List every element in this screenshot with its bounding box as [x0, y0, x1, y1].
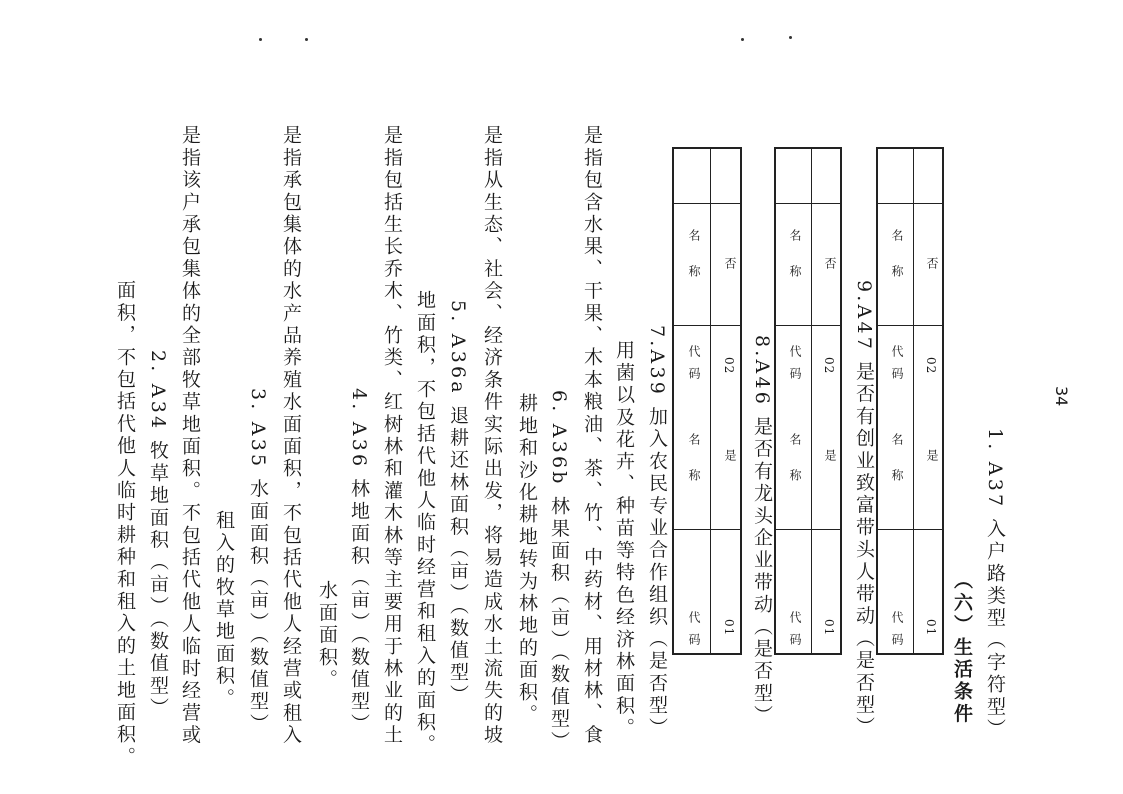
text-line: 租入的牧草地面积。	[213, 510, 235, 710]
code-table-a39	[672, 147, 742, 655]
text-line: 2. A34 牧草地面积（亩）（数值型）	[147, 350, 169, 720]
text-line: 耕地和沙化耕地转为林地的面积。	[516, 393, 538, 726]
scan-speck	[789, 36, 792, 39]
text-line: 3. A35 水面面积（亩）（数值型）	[247, 388, 269, 736]
text-line: 是指包括生长乔木、竹类、红树林和灌木林等主要用于林业的土	[381, 125, 403, 747]
section-heading: （六）生活条件	[951, 570, 973, 726]
table-header: 名 称	[788, 229, 802, 287]
code-table-a46	[774, 147, 842, 655]
table-cell: 否	[925, 257, 939, 279]
text-line: 是指包含水果、干果、木本粮油、茶、竹、中药材、用材林、食	[581, 125, 603, 747]
text-line: 4. A36 林地面积（亩）（数值型）	[348, 388, 370, 736]
table-cell: 01	[722, 619, 736, 637]
table-cell: 否	[823, 257, 837, 279]
table-cell: 是	[723, 449, 737, 471]
text-line: 面积，不包括代他人临时耕种和租入的土地面积。	[114, 280, 136, 769]
table-header: 代码	[890, 345, 904, 389]
table-cell: 否	[723, 257, 737, 279]
table-header: 名 称	[890, 229, 904, 287]
table-header: 名 称	[788, 433, 802, 491]
table-header: 代码	[687, 345, 701, 389]
table-cell: 01	[924, 619, 938, 637]
page-number: 34	[1052, 386, 1071, 407]
table-header: 代码	[890, 611, 904, 655]
table-header: 名 称	[687, 433, 701, 491]
table-cell: 是	[925, 449, 939, 471]
scan-speck	[741, 38, 744, 41]
table-header: 名 称	[687, 229, 701, 287]
table-header: 代码	[788, 611, 802, 655]
table-cell: 01	[822, 619, 836, 637]
table-cell: 02	[722, 357, 736, 375]
text-line: 地面积，不包括代他人临时经营和租入的面积。	[414, 290, 436, 757]
text-line: 水面面积。	[316, 580, 338, 691]
text-line: 是指该户承包集体的全部牧草地面积。不包括代他人临时经营或	[179, 125, 201, 747]
text-line: 是指从生态、社会、经济条件实际出发，将易造成水土流失的坡	[481, 125, 503, 747]
text-line: 是指承包集体的水产品养殖水面面积，不包括代他人经营或租入	[280, 125, 302, 747]
table-cell: 02	[924, 357, 938, 375]
table-header: 代码	[687, 611, 701, 655]
code-table-a47	[876, 147, 944, 655]
scan-speck	[259, 38, 262, 41]
table-cell: 是	[823, 449, 837, 471]
text-line: 8.A46 是否有龙头企业带动（是否型）	[751, 335, 773, 728]
text-line: 7.A39 加入农民专业合作组织（是否型）	[646, 325, 668, 740]
table-header: 名 称	[890, 433, 904, 491]
table-cell: 02	[822, 357, 836, 375]
table-header: 代码	[788, 345, 802, 389]
text-line: 用菌以及花卉、种苗等特色经济林面积。	[613, 340, 635, 740]
text-line: 1. A37 入户路类型（字符型）	[984, 428, 1006, 741]
text-line: 5. A36a 退耕还林面积（亩）（数值型）	[447, 300, 469, 707]
text-line: 6. A36b 林果面积（亩）（数值型）	[548, 390, 570, 753]
text-line: 9.A47 是否有创业致富带头人带动（是否型）	[853, 280, 875, 739]
scan-speck	[305, 38, 308, 41]
